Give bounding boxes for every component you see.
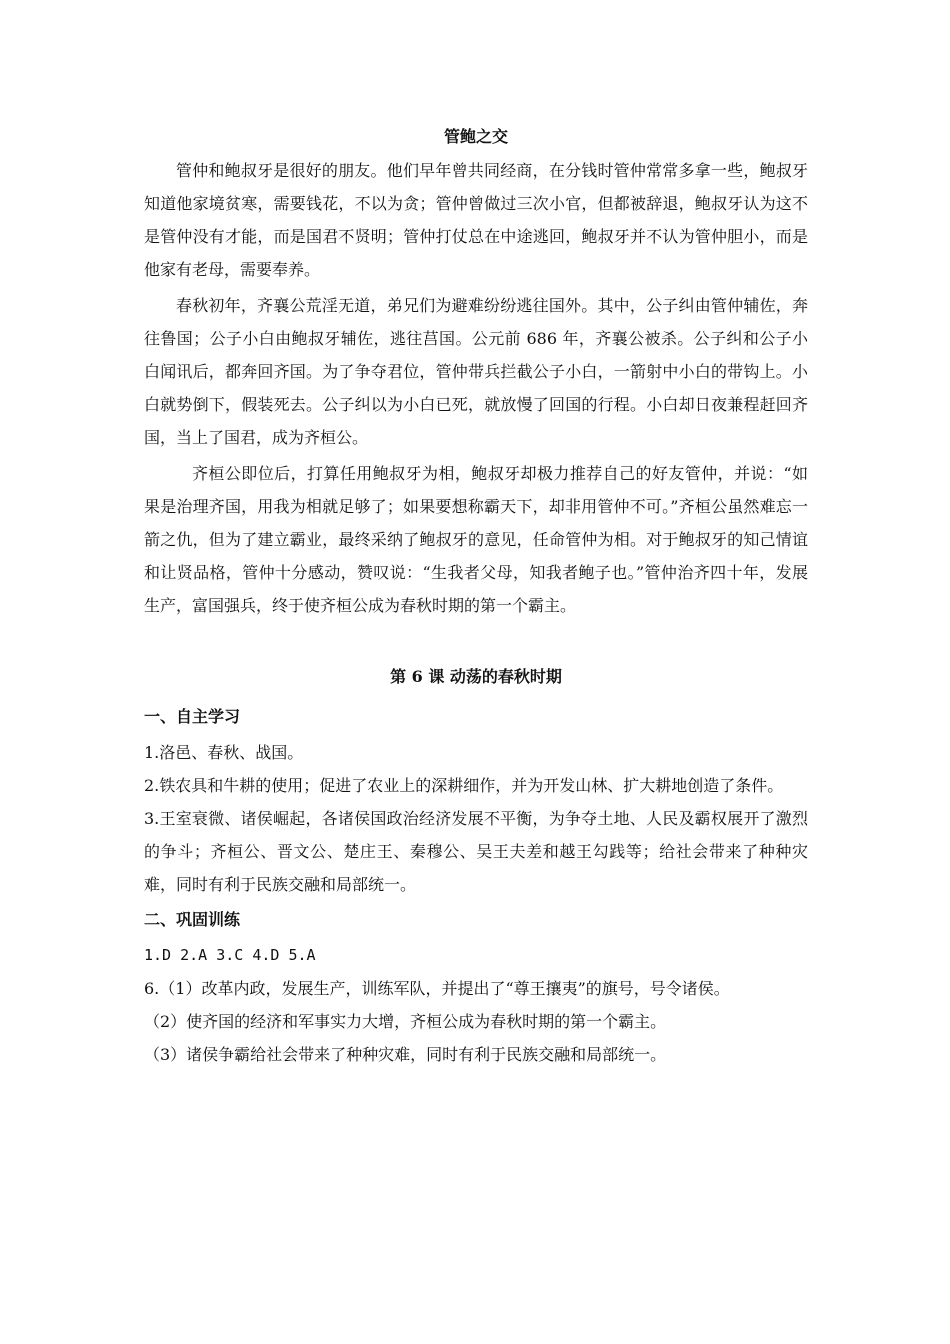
part2-q6-2: （2）使齐国的经济和军事实力大增，齐桓公成为春秋时期的第一个霸主。 bbox=[144, 1012, 667, 1031]
part2-q6-1: 6.（1）改革内政，发展生产，训练军队，并提出了“尊王攘夷”的旗号，号令诸侯。 bbox=[144, 979, 730, 998]
part2-q6-3: （3）诸侯争霸给社会带来了种种灾难，同时有利于民族交融和局部统一。 bbox=[144, 1045, 667, 1064]
part2-choice-answers: 1.D 2.A 3.C 4.D 5.A bbox=[144, 946, 316, 964]
part1-item-2: 2.铁农具和牛耕的使用；促进了农业上的深耕细作，并为开发山林、扩大耕地创造了条件。 bbox=[144, 776, 784, 795]
part1-item-3: 3.王室衰微、诸侯崛起，各诸侯国政治经济发展不平衡，为争夺土地、人民及霸权展开了激烈的争斗；齐桓公、晋文公、楚庄王、秦穆公、吴王夫差和越王勾践等；给社会带来了种种灾难，同时有利于民族交融和局部统一。 bbox=[144, 809, 808, 894]
story-paragraph-2: 春秋初年，齐襄公荒淫无道，弟兄们为避难纷纷逃往国外。其中，公子纠由管仲辅佐，奔往鲁国；公子小白由鲍叔牙辅佐，逃往莒国。公元前 686 年，齐襄公被杀。公子纠和公子小白闻讯后，都奔回齐国。为了争夺君位，管仲带兵拦截公子小白，一箭射中小白的带钩上。小白就势倒下，假装死去。公子纠以为小白已死，就放慢了回国的行程。小白却日夜兼程赶回齐国，当上了国君，成为齐桓公。 bbox=[144, 296, 808, 447]
document-page bbox=[144, 124, 808, 1071]
part2-heading: 二、巩固训练 bbox=[144, 910, 241, 929]
part1-item-1: 1.洛邑、春秋、战国。 bbox=[144, 743, 304, 762]
story-paragraph-3: 齐桓公即位后，打算任用鲍叔牙为相，鲍叔牙却极力推荐自己的好友管仲，并说：“如果是治理齐国，用我为相就足够了；如果要想称霸天下，却非用管仲不可。”齐桓公虽然难忘一箭之仇，但为了建立霸业，最终采纳了鲍叔牙的意见，任命管仲为相。对于鲍叔牙的知己情谊和让贤品格，管仲十分感动，赞叹说：“生我者父母，知我者鲍子也。”管仲治齐四十年，发展生产，富国强兵，终于使齐桓公成为春秋时期的第一个霸主。 bbox=[144, 464, 808, 615]
part1-heading: 一、自主学习 bbox=[144, 707, 241, 726]
lesson-title: 第 6 课 动荡的春秋时期 bbox=[390, 667, 562, 686]
story-title: 管鲍之交 bbox=[443, 127, 508, 146]
story-paragraph-1: 管仲和鲍叔牙是很好的朋友。他们早年曾共同经商，在分钱时管仲常常多拿一些，鲍叔牙知道他家境贫寒，需要钱花，不以为贪；管仲曾做过三次小官，但都被辞退，鲍叔牙认为这不是管仲没有才能，而是国君不贤明；管仲打仗总在中途逃回，鲍叔牙并不认为管仲胆小，而是他家有老母，需要奉养。 bbox=[144, 161, 808, 279]
